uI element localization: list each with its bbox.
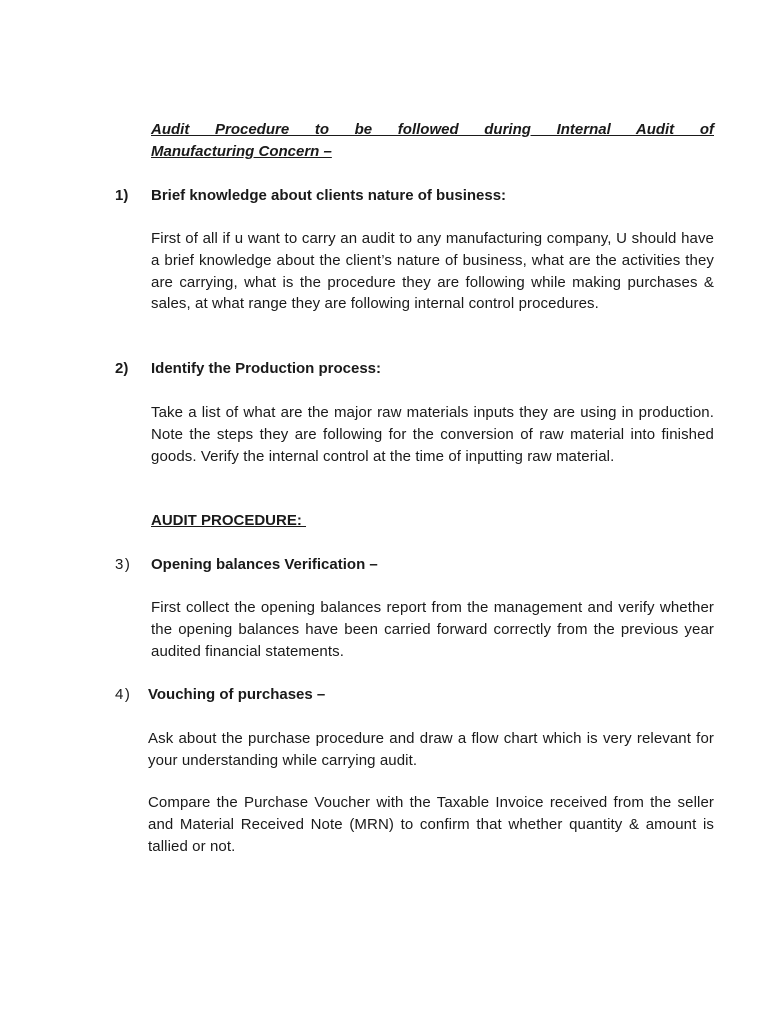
section-4-heading: Vouching of purchases –: [148, 686, 326, 703]
section-1-paragraph: First of all if u want to carry an audit to any manufacturing company, U should have a brief knowledge about the client’s nature of business, what are the activities they are carrying, what is the procedure they are following while making purchases & sales, at what range they are following internal control procedures.: [151, 230, 714, 313]
document-title: [151, 119, 714, 163]
title-line-2: Manufacturing Concern –: [151, 143, 332, 160]
section-3-paragraph: First collect the opening balances report from the management and verify whether the opening balances have been carried forward correctly from the previous year audited financial statements.: [151, 599, 714, 660]
section-4-paragraph-2: Compare the Purchase Voucher with the Taxable Invoice received from the seller and Material Received Note (MRN) to confirm that whether quantity & amount is tallied or not.: [148, 794, 714, 855]
section-1-number: 1): [115, 187, 129, 204]
title-line-1: Audit Procedure to be followed during Internal Audit of: [151, 121, 714, 138]
section-2-paragraph: Take a list of what are the major raw materials inputs they are using in production. Note the steps they are following for the conversion of raw material into finished goods. Verify the internal control at the time of inputting raw material.: [151, 404, 714, 465]
section-2-number: 2): [115, 360, 129, 377]
audit-procedure-subheading: AUDIT PROCEDURE:: [151, 512, 307, 529]
section-4-number: 4): [115, 686, 132, 703]
section-1-heading: Brief knowledge about clients nature of business:: [151, 187, 507, 204]
section-3-number: 3): [115, 556, 132, 573]
section-3-heading: Opening balances Verification –: [151, 556, 378, 573]
section-2-heading: Identify the Production process:: [151, 360, 382, 377]
section-4-paragraph-1: Ask about the purchase procedure and draw a flow chart which is very relevant for your understanding while carrying audit.: [148, 730, 714, 769]
